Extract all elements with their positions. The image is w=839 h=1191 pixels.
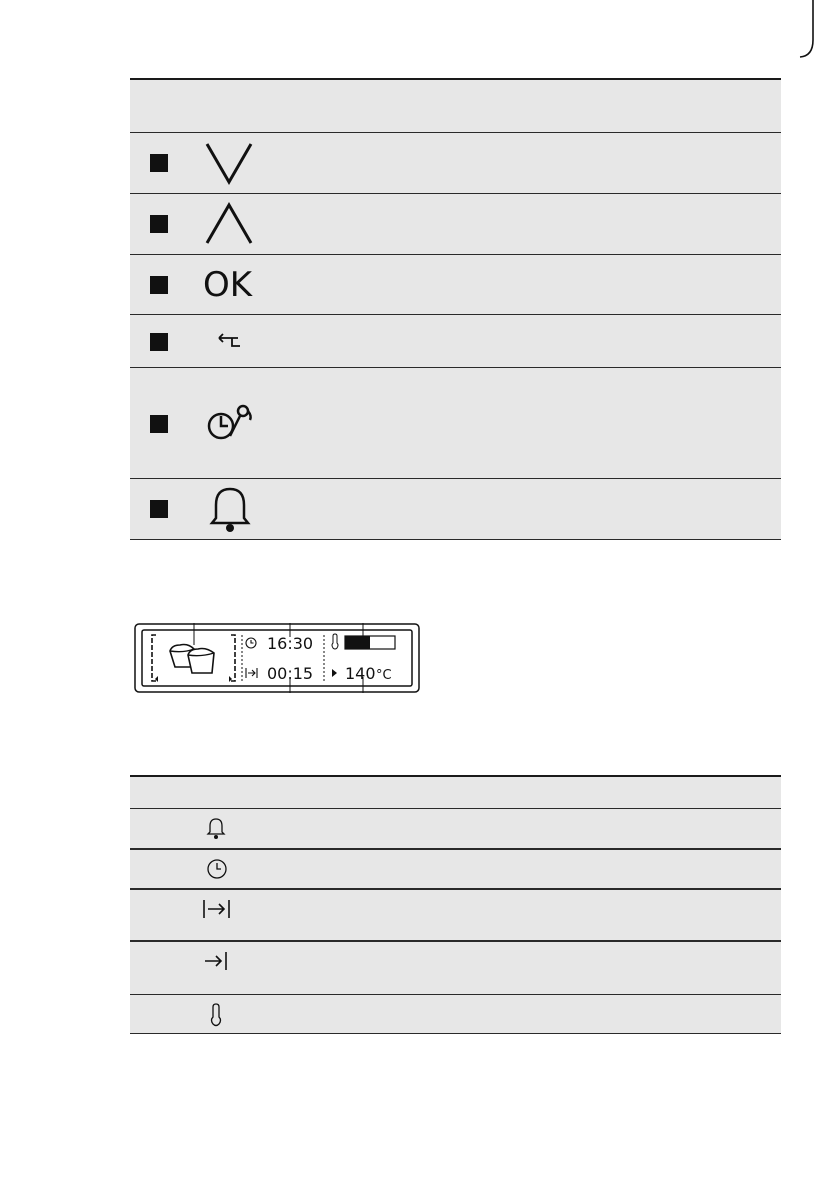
- back-icon: [216, 333, 242, 349]
- table-row: [130, 255, 781, 315]
- display-duration: 00:15: [267, 664, 314, 683]
- callout-square: [150, 215, 168, 233]
- table-row: [130, 890, 781, 942]
- table-row: [130, 995, 781, 1034]
- heat-indicator-fill: [345, 636, 370, 649]
- table-row: [130, 133, 781, 194]
- display-indicators-table: [130, 775, 781, 1034]
- svg-text:OK: OK: [203, 265, 253, 301]
- table-row: [130, 809, 781, 850]
- callout-square: [150, 500, 168, 518]
- table-row: [130, 479, 781, 540]
- table-row: [130, 315, 781, 368]
- bell-icon: [208, 485, 252, 535]
- oven-display-illustration: [134, 623, 420, 693]
- table-row: [130, 850, 781, 890]
- bell-icon: [206, 817, 226, 841]
- page-cut-mark: [796, 0, 814, 58]
- thermometer-icon: [208, 1003, 224, 1027]
- table-row: [130, 194, 781, 255]
- clock-icon: [206, 858, 228, 880]
- callout-square: [150, 333, 168, 351]
- table-row: [130, 368, 781, 479]
- display-temperature: 140: [345, 664, 376, 683]
- ok-icon: [202, 265, 256, 301]
- table-header-row: [130, 80, 781, 133]
- buttons-table: [130, 78, 781, 540]
- end-time-icon: [203, 950, 231, 972]
- table-header-row: [130, 777, 781, 809]
- up-arrow-icon: [204, 202, 254, 246]
- callout-square: [150, 154, 168, 172]
- timer-probe-icon: [206, 402, 256, 442]
- duration-icon: [202, 898, 232, 920]
- down-arrow-icon: [204, 141, 254, 185]
- display-temperature-unit: °C: [376, 668, 392, 683]
- callout-square: [150, 276, 168, 294]
- display-time: 16:30: [267, 634, 314, 653]
- table-row: [130, 942, 781, 995]
- callout-square: [150, 415, 168, 433]
